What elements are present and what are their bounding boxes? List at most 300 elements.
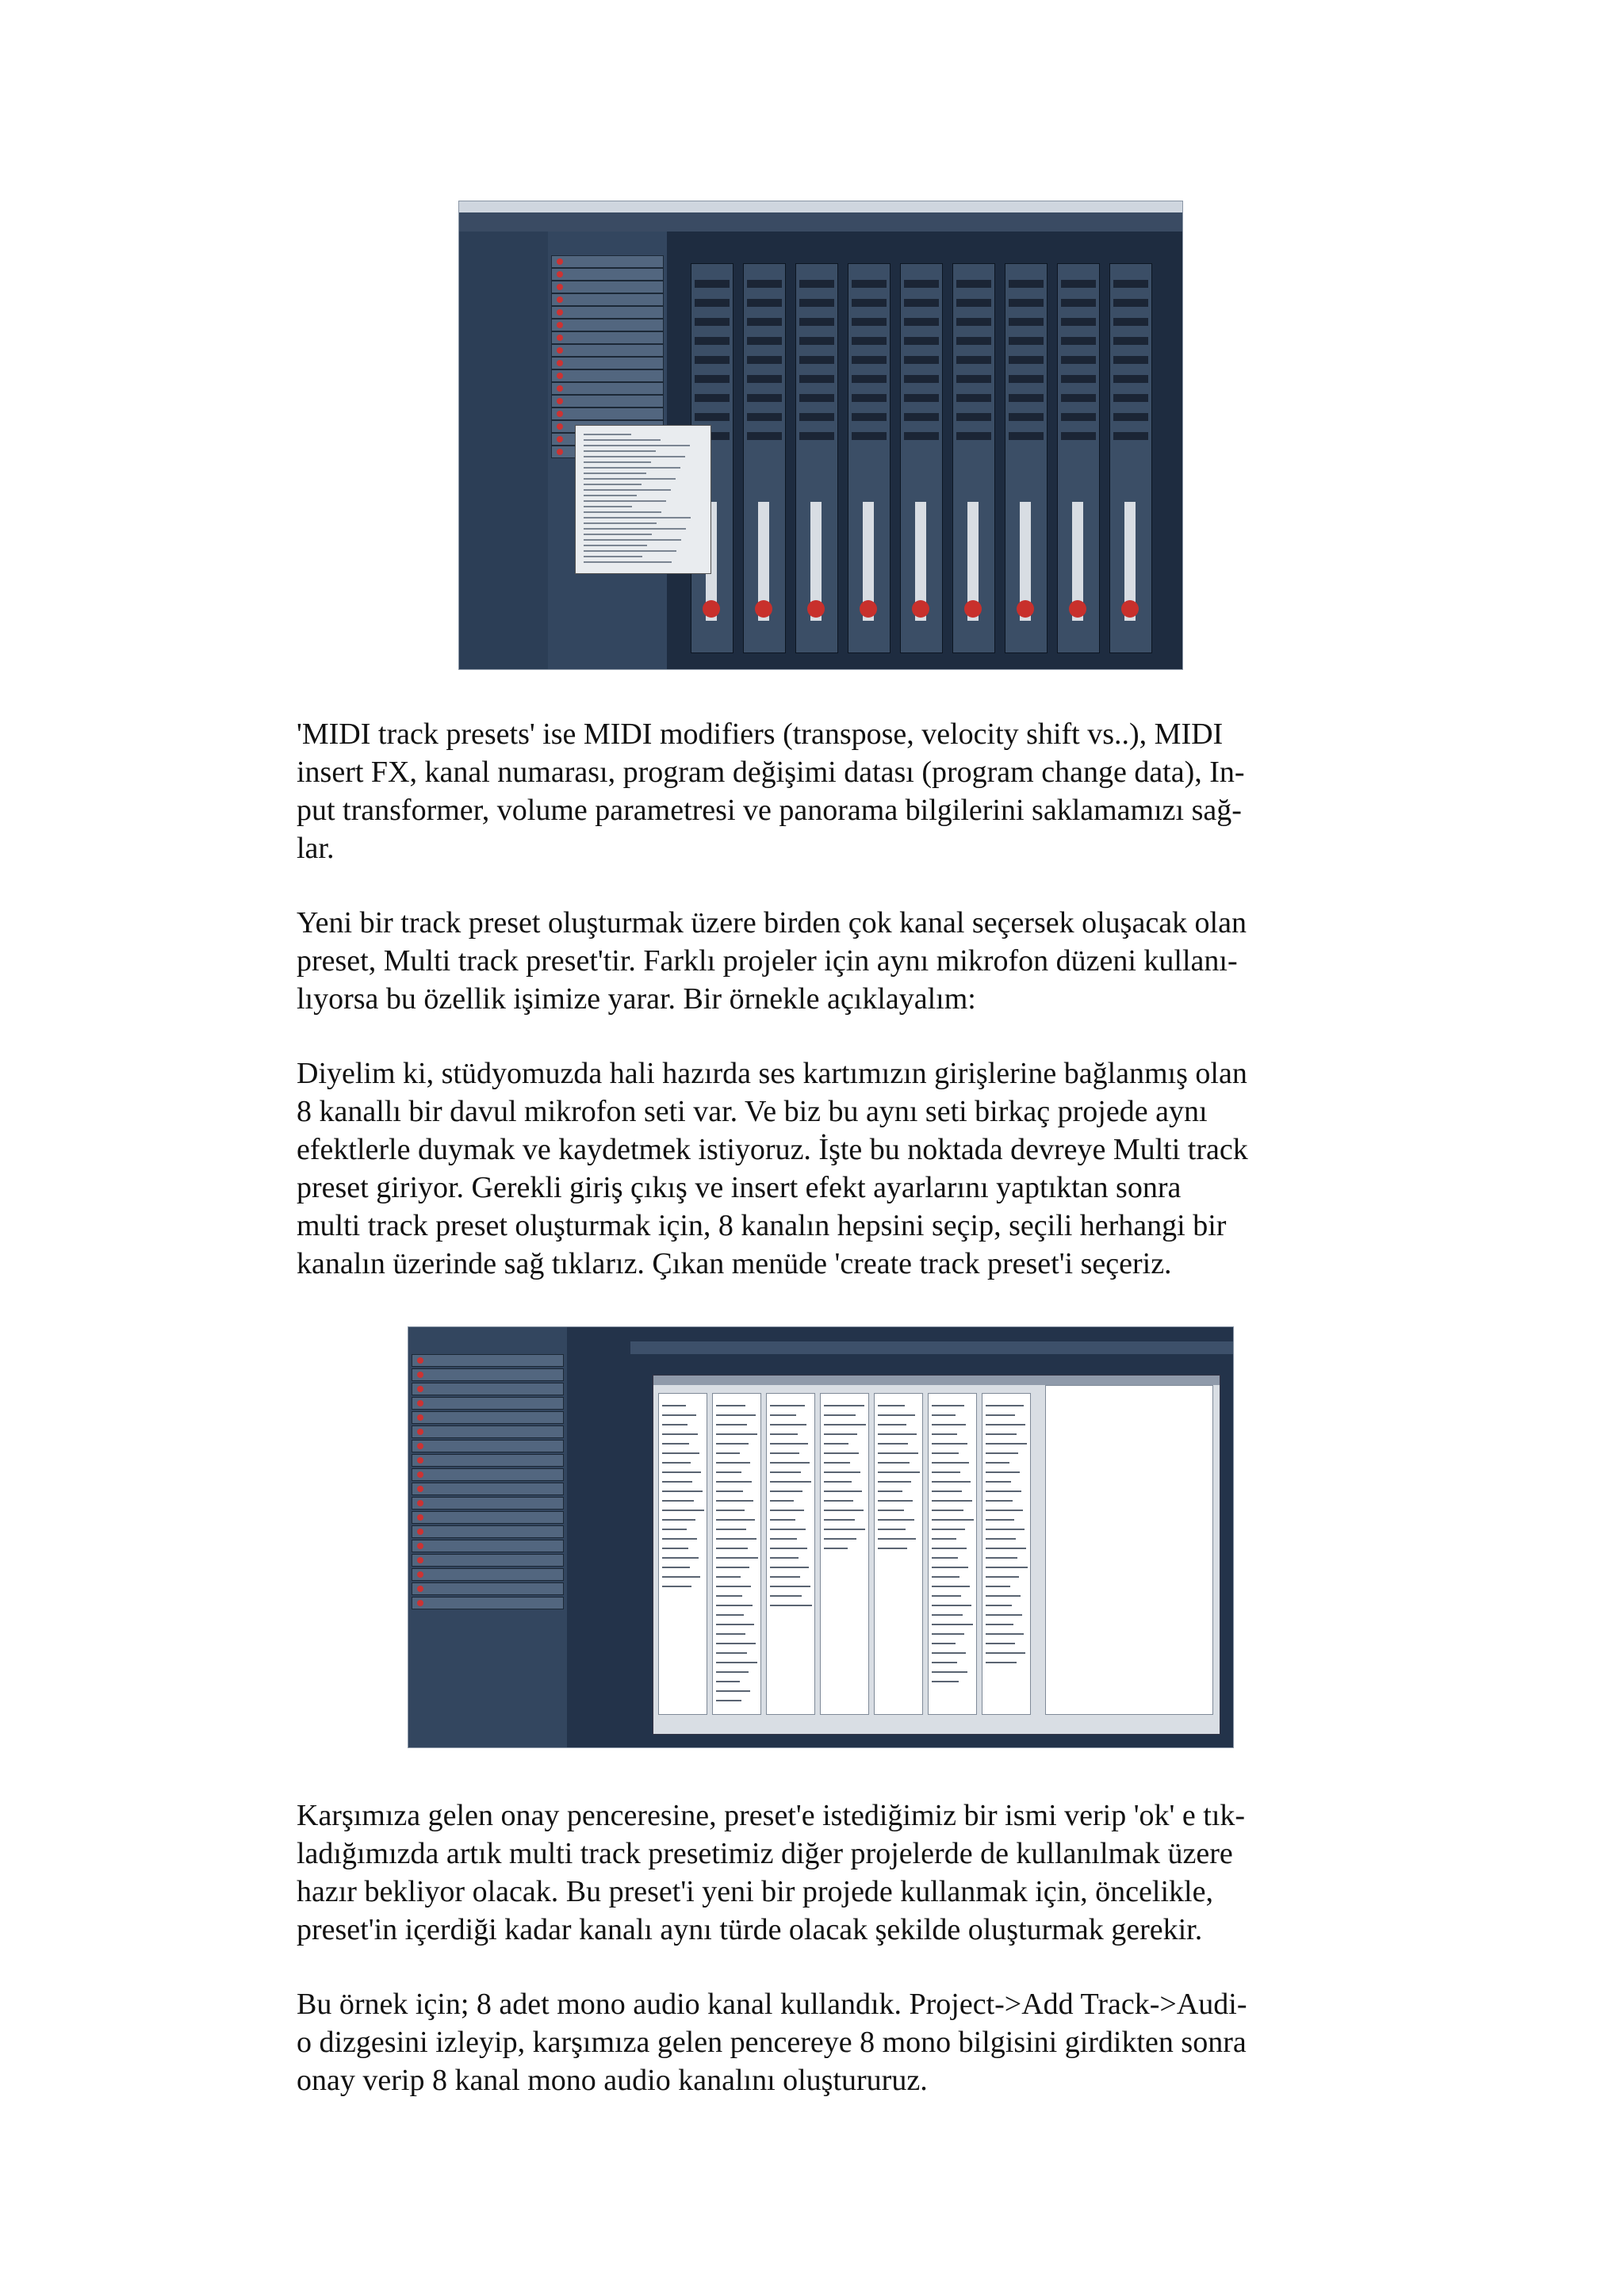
filter-entry [824,1462,850,1464]
insert-slot [956,413,991,421]
track-row [551,255,664,268]
insert-slot [1061,337,1096,345]
record-icon [417,1600,423,1606]
filter-entry [986,1471,1020,1473]
record-icon [557,411,563,417]
filter-entry [878,1414,915,1416]
filter-entry [716,1567,749,1568]
record-icon [417,1372,423,1378]
menu-item [584,495,637,496]
filter-entry [986,1462,1009,1464]
insert-slot [956,318,991,326]
filter-entry [986,1519,1014,1521]
insert-slot [1009,432,1044,440]
filter-entry [878,1529,906,1530]
filter-entry [662,1405,686,1406]
filter-entry [932,1548,967,1549]
record-icon [557,385,563,392]
menu-item [584,522,657,524]
track-row [551,382,664,395]
filter-entry [716,1548,748,1549]
filter-entry [824,1424,866,1425]
insert-slot [1113,356,1148,364]
record-icon [557,398,563,404]
track-row [551,281,664,293]
filter-entry [716,1557,758,1559]
filter-entry [932,1424,966,1425]
filter-entry [932,1405,964,1406]
filter-entry [986,1576,1019,1578]
menu-item [584,456,685,457]
record-icon [755,600,772,618]
filter-entry [662,1414,696,1416]
record-icon [557,449,563,455]
insert-slot [904,394,939,402]
insert-slot [852,432,887,440]
insert-slot [1061,280,1096,288]
insert-slot [695,299,730,307]
filter-entry [770,1433,798,1435]
track-row [412,1468,564,1481]
filter-entry [932,1576,959,1578]
insert-slot [1009,318,1044,326]
filter-entry [878,1490,902,1492]
filter-entry [716,1452,740,1454]
insert-slot [956,394,991,402]
filter-entry [932,1510,963,1511]
insert-slot [747,375,782,383]
insert-slot [695,356,730,364]
menu-item [584,445,690,446]
filter-entry [662,1481,692,1483]
insert-slot [799,337,834,345]
menu-item [584,473,646,474]
record-icon [557,284,563,290]
filter-entry [770,1443,808,1445]
filter-entry [932,1614,963,1616]
filter-entry [878,1548,907,1549]
insert-slot [852,299,887,307]
filter-entry [932,1671,967,1673]
filter-entry [986,1652,1025,1654]
filter-entry [662,1529,687,1530]
record-icon [417,1586,423,1592]
track-row [412,1425,564,1438]
filter-entry [824,1510,864,1511]
filter-entry [932,1605,971,1606]
browser-titlebar [653,1376,1220,1385]
filter-entry [716,1405,745,1406]
menu-item [584,556,642,557]
track-row [551,357,664,369]
mixer-channel [795,263,838,653]
filter-entry [770,1586,810,1587]
menu-item [584,439,661,441]
insert-slot [956,280,991,288]
insert-slot [1009,299,1044,307]
filter-entry [932,1471,960,1473]
record-icon [557,297,563,303]
filter-entry [986,1490,1021,1492]
insert-slot [747,394,782,402]
filter-entry [716,1529,746,1530]
record-icon [557,423,563,430]
filter-entry [716,1605,753,1606]
menu-item [584,478,676,480]
track-row [412,1568,564,1581]
filter-entry [878,1424,906,1425]
record-icon [1069,600,1086,618]
record-icon [417,1357,423,1364]
insert-slot [904,413,939,421]
record-icon [417,1429,423,1435]
filter-entry [824,1452,859,1454]
track-row [551,306,664,319]
screenshot-midi-mixer [458,201,1183,670]
track-row [412,1483,564,1495]
filter-column [766,1393,815,1715]
insert-slot [747,413,782,421]
insert-slot [1009,394,1044,402]
insert-slot [695,337,730,345]
record-icon [860,600,877,618]
record-icon [417,1414,423,1421]
paragraph-example-drum-mics: Diyelim ki, stüdyomuzda hali hazırda ses kartımızın girişlerine bağlanmış olan 8 kanallı bir davul mikrofon seti var. Ve biz bu aynı seti birkaç projede aynı efektlerle duymak ve kaydetmek istiyoruz. İşte bu noktada devreye Multi track preset giriyor. Gerekli giriş çıkış ve insert efekt ayarlarını yaptıktan sonra multi track preset oluşturmak için, 8 kanalın hepsini seçip, seçili herhangi bir kanalın üzerinde sağ tıklarız. Çıkan menüde 'create track preset'i seçeriz. [297,1057,1248,1280]
insert-slot [799,413,834,421]
track-row [551,331,664,344]
filter-entry [932,1443,967,1445]
context-menu [575,425,711,574]
filter-entry [932,1433,957,1435]
track-row [412,1497,564,1510]
mixer-channel [900,263,943,653]
filter-entry [878,1471,920,1473]
insert-slot [956,337,991,345]
insert-slot [747,337,782,345]
filter-entry [716,1424,747,1425]
filter-entry [716,1414,756,1416]
filter-entry [716,1462,750,1464]
preset-browser-window [653,1375,1220,1735]
filter-entry [716,1614,744,1616]
filter-entry [662,1576,700,1578]
insert-slot [1113,337,1148,345]
insert-slot [1009,413,1044,421]
insert-slot [904,337,939,345]
track-row [412,1525,564,1538]
insert-slot [956,375,991,383]
insert-slot [852,394,887,402]
filter-entry [932,1681,959,1682]
filter-entry [716,1662,757,1663]
insert-slot [695,375,730,383]
filter-entry [986,1443,1027,1445]
filter-entry [986,1433,1017,1435]
filter-entry [716,1586,751,1587]
filter-entry [716,1576,741,1578]
track-row [412,1411,564,1424]
record-icon [417,1529,423,1535]
filter-entry [932,1538,956,1540]
filter-entry [824,1414,856,1416]
filter-entry [824,1481,852,1483]
filter-entry [662,1519,695,1521]
menu-item [584,450,656,452]
filter-entry [662,1490,703,1492]
record-icon [557,373,563,379]
filter-column [982,1393,1031,1715]
filter-entry [662,1433,698,1435]
filter-entry [932,1567,968,1568]
mixer-channel [1005,263,1048,653]
filter-entry [932,1643,956,1644]
filter-column [928,1393,977,1715]
insert-slot [799,432,834,440]
insert-slot [852,318,887,326]
track-row [551,319,664,331]
filter-entry [770,1529,806,1530]
menu-item [584,534,652,535]
insert-slot [1009,356,1044,364]
filter-entry [824,1443,848,1445]
filter-entry [824,1405,864,1406]
record-icon [557,335,563,341]
track-row [412,1597,564,1609]
filter-entry [986,1605,1012,1606]
filter-entry [662,1557,699,1559]
menu-item [584,467,680,469]
insert-slot [956,299,991,307]
record-icon [417,1400,423,1406]
insert-slot [799,318,834,326]
insert-slot [747,318,782,326]
record-icon [417,1557,423,1563]
screenshot-track-preset-browser [408,1326,1234,1748]
filter-entry [986,1405,1024,1406]
filter-entry [986,1624,1013,1625]
menu-item [584,561,672,563]
filter-entry [716,1700,741,1701]
insert-slot [747,356,782,364]
filter-entry [986,1529,1025,1530]
track-row [412,1397,564,1410]
track-row [551,344,664,357]
filter-entry [716,1433,757,1435]
filter-entry [716,1471,741,1473]
filter-entry [878,1519,914,1521]
filter-entry [878,1433,917,1435]
filter-entry [770,1452,799,1454]
filter-entry [662,1452,699,1454]
browser-results-panel [1045,1385,1213,1715]
track-row [412,1354,564,1367]
filter-entry [716,1490,743,1492]
filter-entry [824,1548,848,1549]
filter-entry [770,1414,796,1416]
menu-item [584,500,666,502]
mixer-channel [1109,263,1152,653]
filter-entry [662,1548,688,1549]
filter-entry [932,1481,971,1483]
filter-entry [770,1576,800,1578]
filter-entry [878,1538,916,1540]
filter-entry [770,1490,802,1492]
track-row [412,1554,564,1567]
filter-entry [716,1652,747,1654]
insert-slot [1113,413,1148,421]
filter-entry [986,1500,1013,1502]
filter-entry [770,1605,812,1606]
filter-entry [716,1643,756,1644]
filter-entry [932,1462,969,1464]
insert-slot [1113,394,1148,402]
filter-entry [986,1614,1022,1616]
filter-entry [770,1500,794,1502]
insert-slot [904,280,939,288]
filter-entry [662,1443,689,1445]
record-icon [807,600,825,618]
menu-item [584,550,676,552]
track-row [412,1540,564,1552]
filter-entry [986,1548,1026,1549]
track-list [408,1327,567,1747]
filter-entry [932,1624,973,1625]
insert-slot [695,413,730,421]
filter-entry [716,1671,749,1673]
filter-entry [986,1538,1016,1540]
filter-entry [986,1414,1015,1416]
menu-item [584,489,671,491]
insert-slot [904,375,939,383]
filter-entry [878,1510,904,1511]
insert-slot [904,432,939,440]
insert-slot [1113,432,1148,440]
menu-bar [459,201,1182,212]
filter-entry [986,1424,1025,1425]
menu-item [584,528,686,530]
insert-slot [1113,280,1148,288]
menu-item [584,484,642,485]
filter-entry [770,1481,811,1483]
track-row [412,1454,564,1467]
filter-entry [662,1471,701,1473]
insert-slot [904,318,939,326]
filter-column [820,1393,869,1715]
filter-entry [716,1519,755,1521]
filter-entry [716,1500,753,1502]
insert-slot [1061,356,1096,364]
record-icon [417,1514,423,1521]
menu-item [584,545,647,546]
filter-entry [824,1500,853,1502]
filter-entry [932,1452,959,1454]
filter-entry [770,1595,802,1597]
record-icon [417,1543,423,1549]
transport-toolbar [459,212,1182,232]
record-icon [417,1500,423,1506]
filter-entry [878,1452,918,1454]
record-icon [557,309,563,316]
insert-slot [852,375,887,383]
filter-entry [770,1557,799,1559]
filter-entry [662,1538,697,1540]
filter-entry [662,1510,704,1511]
filter-entry [986,1633,1024,1635]
filter-column [658,1393,707,1715]
paragraph-confirm-dialog: Karşımıza gelen onay penceresine, preset'e istediğimiz bir ismi verip 'ok' e tık- ladığımızda artık multi track presetimiz diğer projelerde de kullanılmak üzere hazır bekliyor olacak. Bu preset'i yeni bir projede kullanmak için, öncelikle, preset'in içerdiği kadar kanalı aynı türde olacak şekilde oluşturmak gerekir. [297,1799,1246,1946]
filter-entry [770,1538,797,1540]
insert-slot [799,356,834,364]
filter-entry [932,1529,965,1530]
track-row [412,1582,564,1595]
filter-entry [932,1595,961,1597]
filter-entry [932,1662,957,1663]
insert-slot [747,299,782,307]
insert-slot [1009,337,1044,345]
filter-entry [770,1471,801,1473]
filter-entry [770,1510,804,1511]
record-icon [417,1571,423,1578]
record-icon [557,360,563,366]
insert-slot [799,280,834,288]
record-icon [912,600,929,618]
menu-item [584,461,651,463]
mixer-channel [952,263,995,653]
timeline-ruler [630,1341,1233,1354]
filter-entry [986,1510,1023,1511]
insert-slot [956,432,991,440]
record-icon [557,271,563,277]
filter-entry [986,1643,1015,1644]
filter-entry [986,1567,1028,1568]
record-icon [417,1386,423,1392]
insert-slot [1009,375,1044,383]
paragraph-add-track-example: Bu örnek için; 8 adet mono audio kanal kullandık. Project->Add Track->Audi- o dizgesini izleyip, karşımıza gelen pencereye 8 mono bilgisini girdikten sonra onay verip 8 kanal mono audio kanalını oluştururuz. [297,1988,1247,2097]
filter-entry [878,1405,905,1406]
filter-entry [932,1414,956,1416]
filter-entry [824,1433,857,1435]
filter-entry [716,1510,745,1511]
filter-entry [662,1462,691,1464]
filter-entry [662,1586,691,1587]
track-row [412,1511,564,1524]
filter-entry [770,1548,807,1549]
record-icon [557,322,563,328]
paragraph-midi-track-presets: 'MIDI track presets' ise MIDI modifiers (transpose, velocity shift vs..), MIDI insert FX, kanal numarası, program değişimi datası (program change data), In- put transformer, volume parametresi ve panorama bilgilerini saklamamızı sağ- lar. [297,718,1245,865]
filter-entry [878,1462,910,1464]
insert-slot [1061,299,1096,307]
filter-entry [716,1443,749,1445]
insert-slot [852,337,887,345]
mixer-channel [848,263,891,653]
filter-entry [770,1424,806,1425]
filter-entry [716,1538,756,1540]
insert-slot [1009,280,1044,288]
filter-entry [662,1567,690,1568]
insert-slot [1061,375,1096,383]
record-icon [703,600,720,618]
insert-slot [1113,375,1148,383]
insert-slot [956,356,991,364]
filter-entry [986,1586,1010,1587]
filter-entry [716,1633,745,1635]
insert-slot [904,299,939,307]
track-row [551,395,664,408]
insert-slot [799,394,834,402]
filter-entry [932,1633,964,1635]
filter-entry [824,1519,855,1521]
insert-slot [852,356,887,364]
